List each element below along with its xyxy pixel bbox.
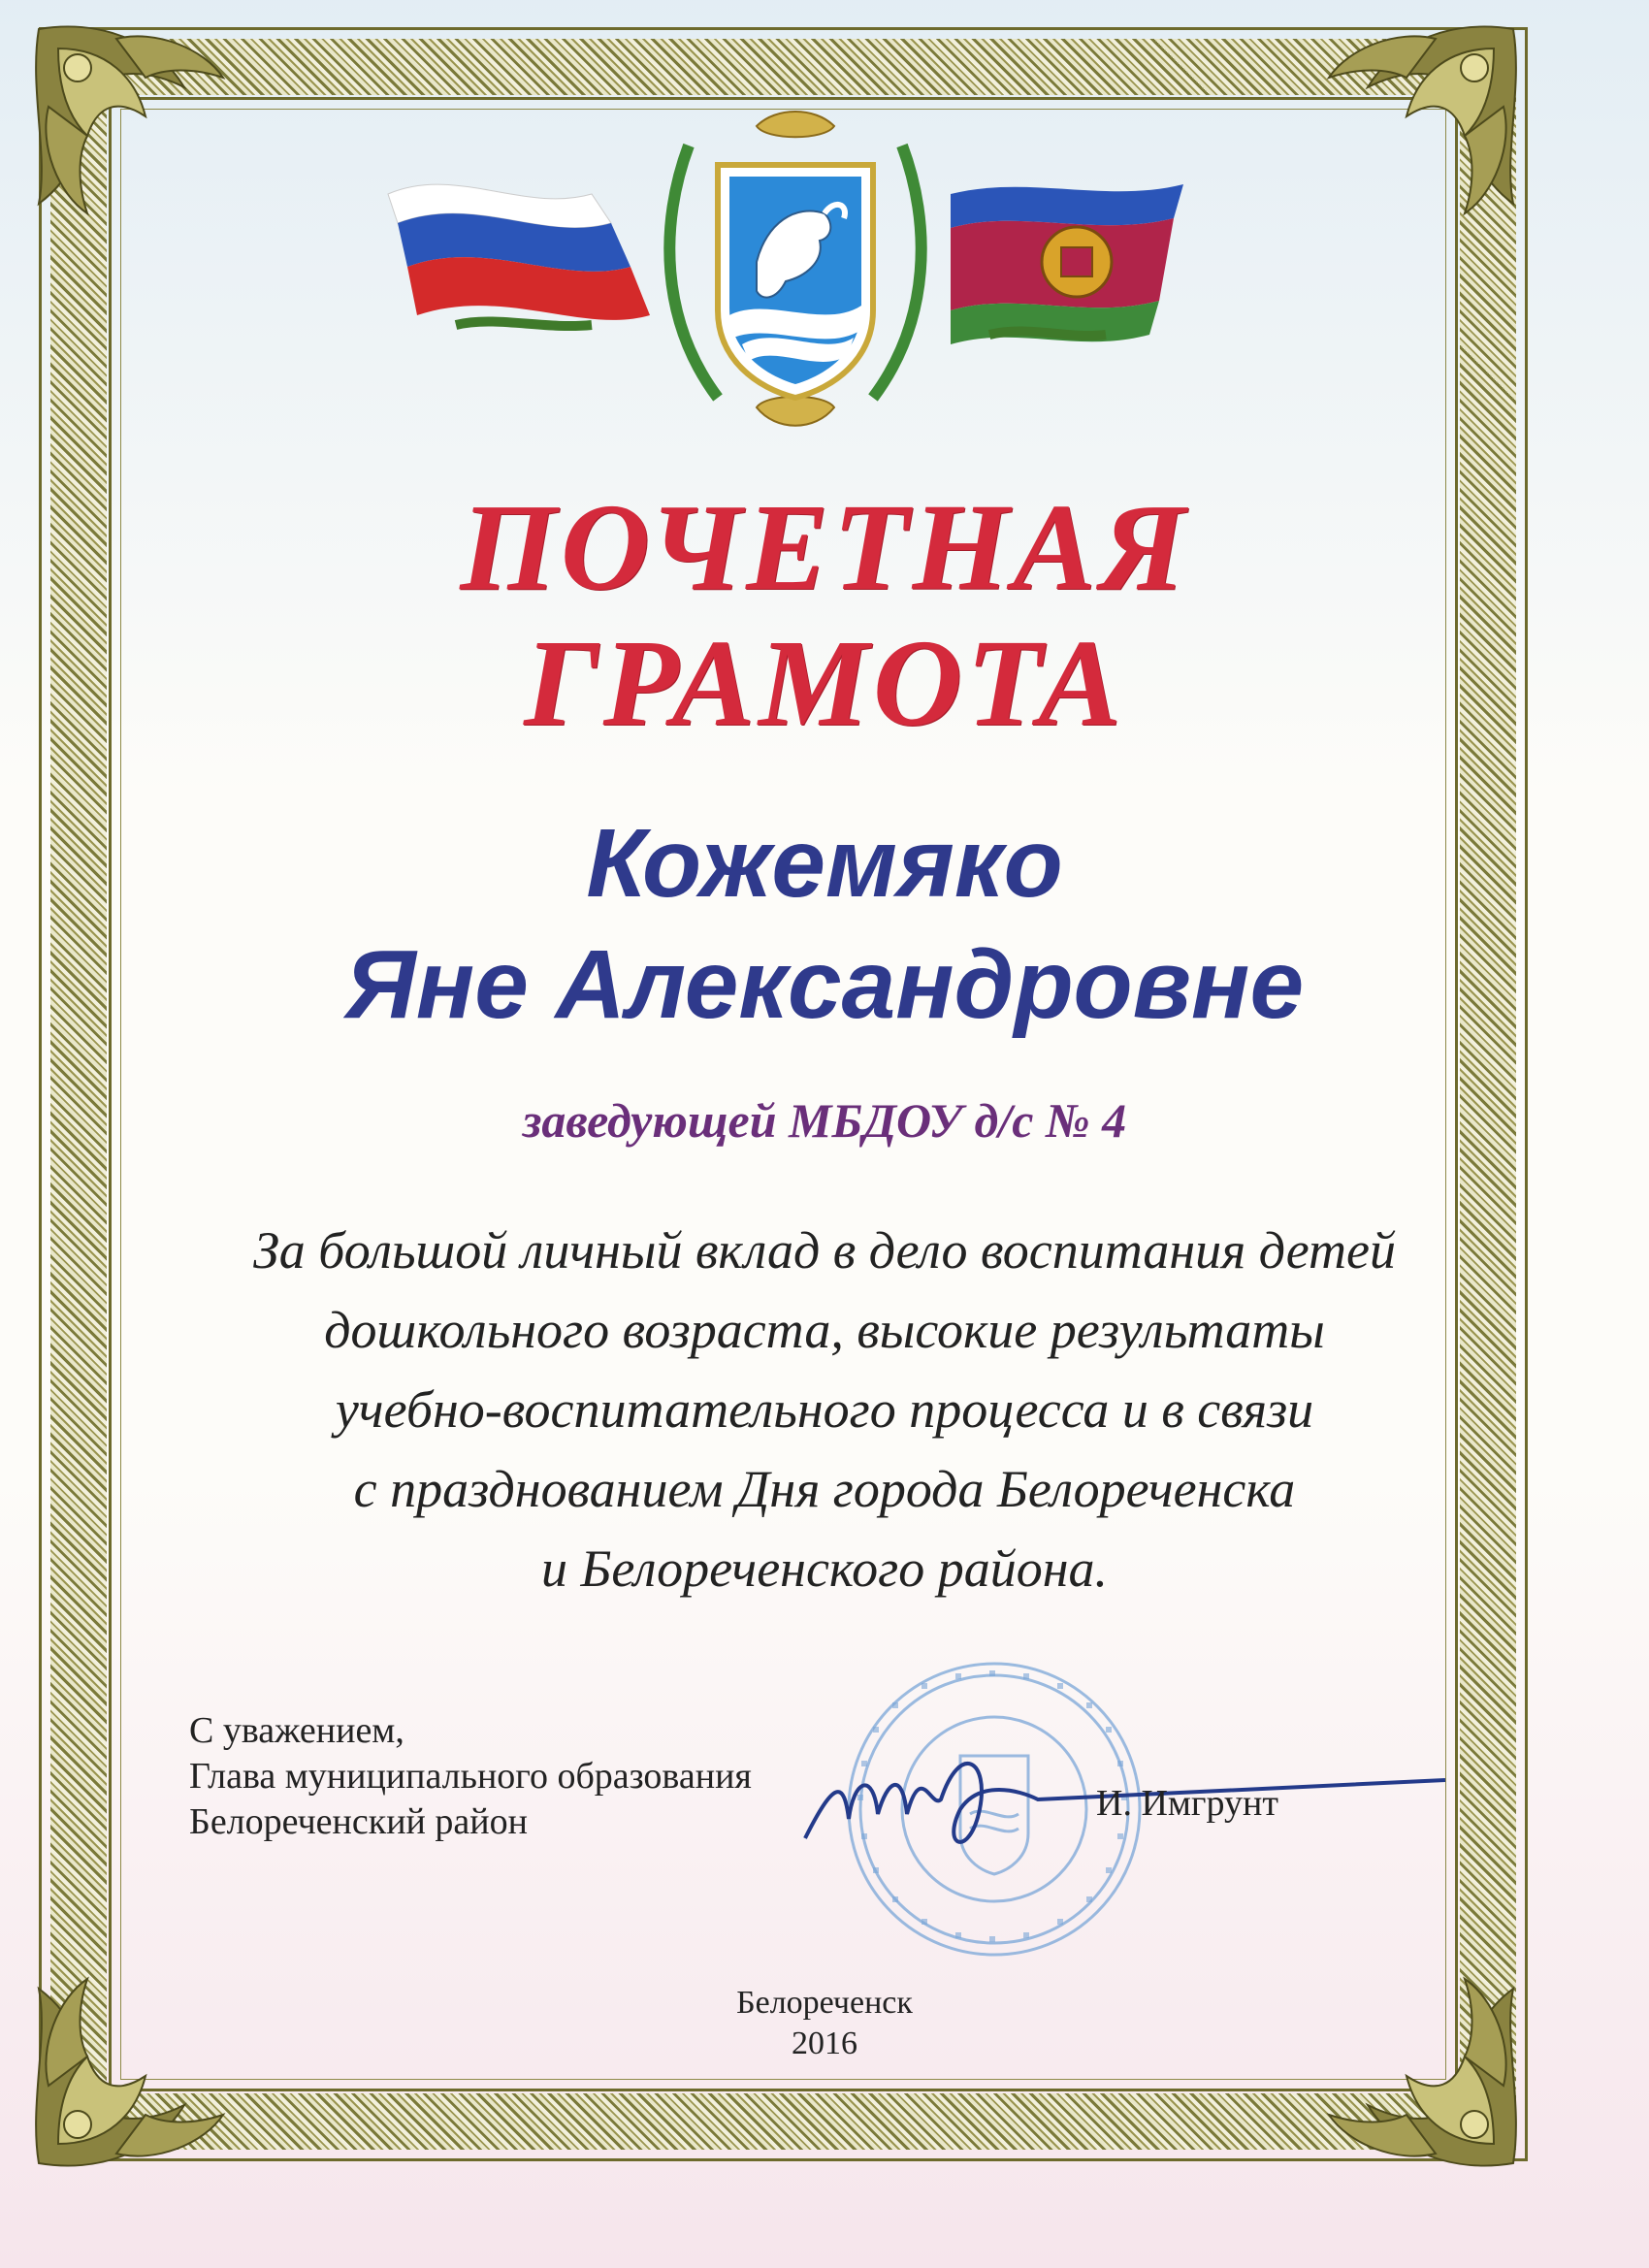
signer-name: И. Имгрунт: [1096, 1783, 1278, 1824]
russian-flag-icon: [388, 184, 650, 326]
closing-line: Белореченский район: [189, 1801, 528, 1842]
issue-city: Белореченск: [736, 1985, 913, 2021]
body-text-line: За большой личный вклад в дело воспитания детей: [253, 1221, 1396, 1280]
krasnodar-flag-icon: [951, 184, 1183, 344]
certificate-title-line1: ПОЧЕТНАЯ: [460, 478, 1189, 616]
body-text-line: и Белореченского района.: [541, 1539, 1108, 1598]
body-text-line: дошкольного возраста, высокие результаты: [324, 1301, 1325, 1359]
recipient-given-names: Яне Александровне: [344, 930, 1305, 1039]
coat-of-arms-icon: [718, 165, 873, 398]
closing-line: С уважением,: [189, 1710, 404, 1751]
recipient-surname: Кожемяко: [586, 809, 1063, 918]
corner-ornament-icon: [19, 1950, 252, 2183]
issue-year: 2016: [792, 2025, 857, 2061]
certificate-title-line2: ГРАМОТА: [524, 614, 1125, 752]
corner-ornament-icon: [1300, 1950, 1533, 2183]
corner-ornament-icon: [19, 10, 252, 243]
body-text-line: учебно-воспитательного процесса и в связи: [335, 1380, 1314, 1439]
emblem-with-flags: [369, 107, 1222, 437]
recipient-position: заведующей МБДОУ д/с № 4: [522, 1093, 1127, 1148]
corner-ornament-icon: [1300, 10, 1533, 243]
body-text-line: с празднованием Дня города Белореченска: [353, 1460, 1296, 1518]
closing-line: Глава муниципального образования: [189, 1756, 752, 1797]
